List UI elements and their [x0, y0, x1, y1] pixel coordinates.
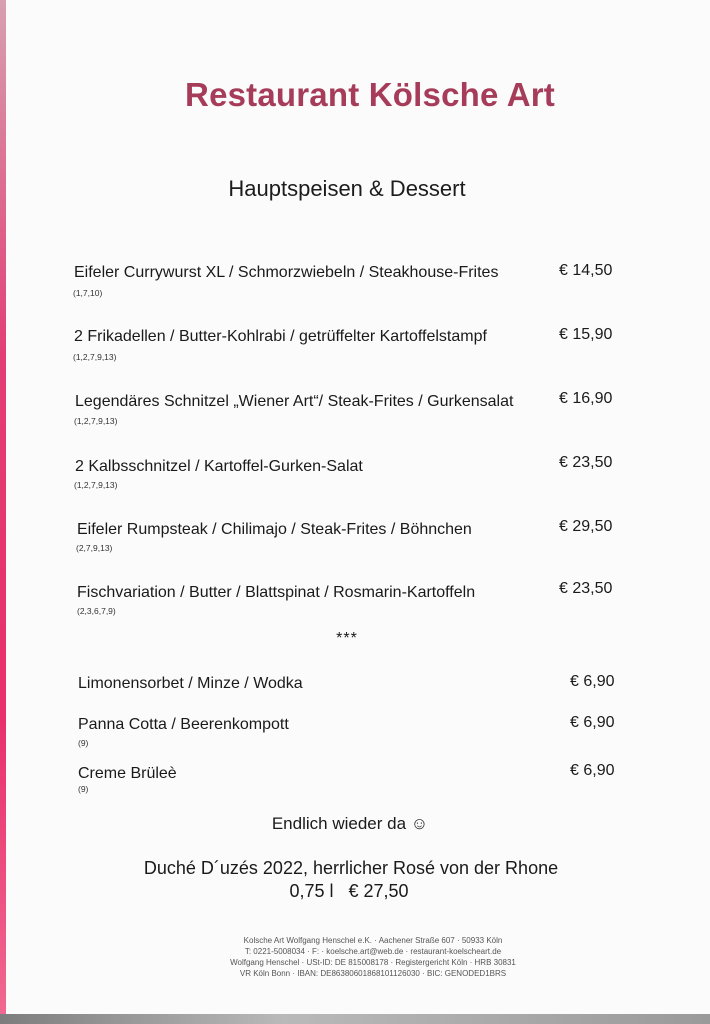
- dish-name: Legendäres Schnitzel „Wiener Art“/ Steak-Frites / Gurkensalat: [75, 393, 514, 410]
- wine-volume-price: 0,75 l € 27,50: [289, 881, 409, 901]
- dish-price: € 29,50: [559, 518, 613, 535]
- dish-price: € 16,90: [559, 390, 613, 407]
- allergen-codes: (9): [78, 738, 89, 748]
- dish-name: Panna Cotta / Beerenkompott: [78, 716, 289, 733]
- dish-price: € 6,90: [570, 714, 615, 731]
- page-edge-bottom: [0, 1014, 710, 1024]
- footer-line: Wolfgang Henschel · USt-ID: DE 815008178 · Registergericht Köln · HRB 30831: [230, 958, 516, 967]
- footer-imprint: [0, 935, 710, 979]
- dish-name: Eifeler Rumpsteak / Chilimajo / Steak-Frites / Böhnchen: [77, 521, 472, 538]
- allergen-codes: (2,3,6,7,9): [77, 606, 116, 616]
- restaurant-name: Restaurant Kölsche Art: [185, 76, 555, 113]
- section-title: Hauptspeisen & Dessert: [228, 176, 466, 201]
- dish-name: Creme Brüleè: [78, 765, 177, 782]
- dish-name: 2 Frikadellen / Butter-Kohlrabi / getrüffelter Kartoffelstampf: [74, 328, 487, 345]
- dish-price: € 15,90: [559, 326, 613, 343]
- dish-name: 2 Kalbsschnitzel / Kartoffel-Gurken-Salat: [75, 458, 363, 475]
- allergen-codes: (1,2,7,9,13): [74, 480, 118, 490]
- dish-price: € 23,50: [559, 454, 613, 471]
- dish-price: € 23,50: [559, 580, 613, 597]
- smiley-icon: ☺: [410, 814, 429, 833]
- footer-line: Kolsche Art Wolfgang Henschel e.K. · Aachener Straße 607 · 50933 Köln: [243, 936, 503, 945]
- dish-price: € 6,90: [570, 762, 615, 779]
- allergen-codes: (9): [78, 784, 89, 794]
- footer-line: VR Köln Bonn · IBAN: DE86380601868101126030 · BIC: GENODED1BRS: [239, 969, 507, 978]
- dish-price: € 6,90: [570, 673, 615, 690]
- allergen-codes: (1,2,7,9,13): [73, 352, 117, 362]
- dish-name: Fischvariation / Butter / Blattspinat / Rosmarin-Kartoffeln: [77, 584, 476, 601]
- allergen-codes: (1,2,7,9,13): [74, 416, 118, 426]
- allergen-codes: (2,7,9,13): [76, 543, 113, 553]
- footer-line: T: 0221-5008034 · F: · koelsche.art@web.de · restaurant-koelscheart.de: [244, 947, 502, 956]
- announcement-note: [0, 814, 700, 834]
- section-separator: ***: [336, 630, 358, 647]
- dish-price: € 14,50: [559, 262, 613, 279]
- wine-description: Duché D´uzés 2022, herrlicher Rosé von der Rhone: [143, 858, 559, 878]
- dish-name: Limonensorbet / Minze / Wodka: [78, 675, 303, 692]
- allergen-codes: (1,7,10): [73, 288, 103, 298]
- note-text: Endlich wieder da: [271, 814, 407, 833]
- dish-name: Eifeler Currywurst XL / Schmorzwiebeln / Steakhouse-Frites: [74, 264, 499, 281]
